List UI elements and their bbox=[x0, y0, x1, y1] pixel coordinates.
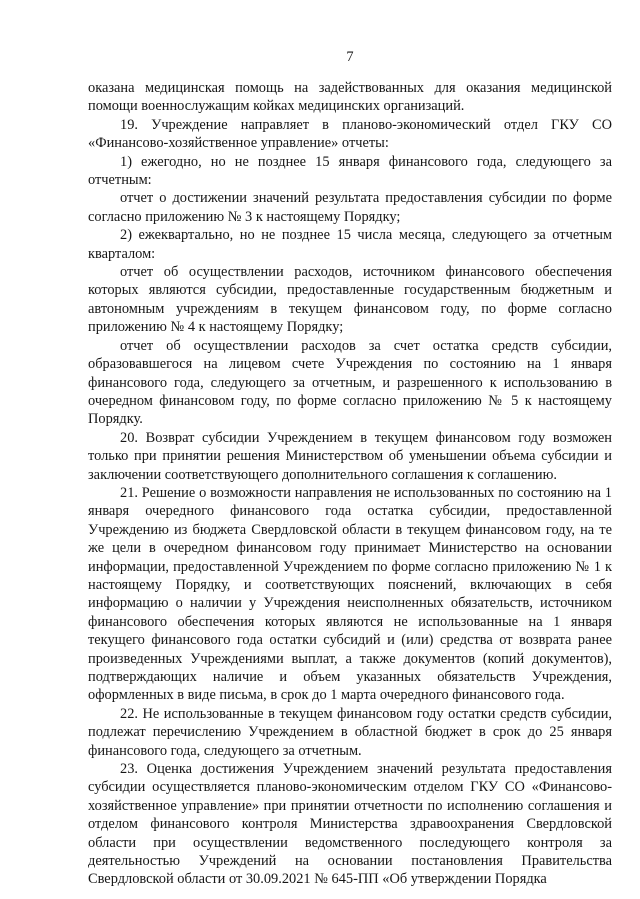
paragraph-item-19-2: 2) ежеквартально, но не позднее 15 числа месяца, следующего за отчетным кварталом: bbox=[88, 227, 612, 262]
paragraph-continuation: оказана медицинская помощь на задействованных для оказания медицинской помощи военнослужащим койках медицинских организаций. bbox=[88, 80, 612, 115]
page-number: 7 bbox=[346, 49, 354, 65]
document-page bbox=[88, 0, 612, 899]
paragraph-item-22: 22. Не использованные в текущем финансовом году остатки средств субсидии, подлежат перечислению Учреждением в областной бюджет в срок до 25 января финансового года, следующего за отчетным. bbox=[88, 705, 612, 759]
paragraph-item-20: 20. Возврат субсидии Учреждением в текущем финансовом году возможен только при принятии решения Министерством об уменьшении объема субсидии и заключении соответствующего дополнительного соглашения к соглашению. bbox=[88, 429, 612, 483]
paragraph-report-3: отчет об осуществлении расходов за счет остатка средств субсидии, образовавшегося на лицевом счете Учреждения по состоянию на 1 января финансового года, следующего за отчетным, и разрешенного к использованию в очередном финансовом году, по форме согласно приложению № 5 к настоящему Порядку. bbox=[88, 337, 612, 428]
paragraph-item-21: 21. Решение о возможности направления не использованных по состоянию на 1 января очередного финансового года остатка субсидии, предоставленной Учреждению из бюджета Свердловской области в текущем финансовом году, на те же цели в очередном финансовом году принимает Министерство на основании информации, предоставленной Учреждением по форме согласно приложению № 1 к настоящему Порядку, и соответствующих пояснений, включающих в себя информацию о наличии у Учреждения неисполненных обязательств, источником финансового обеспечения которых являются не использованные на 1 января текущего финансового года остатки субсидий и (или) средства от возврата ранее произведенных Учреждениями выплат, а также документов (копий документов), подтверждающих наличие и объем указанных обязательств Учреждения, оформленных в виде письма, в срок до 1 марта очередного финансового года. bbox=[88, 484, 612, 704]
document-body bbox=[88, 79, 612, 889]
paragraph-item-19: 19. Учреждение направляет в планово-экономический отдел ГКУ СО «Финансово-хозяйственное управление» отчеты: bbox=[88, 116, 612, 152]
paragraph-report-1: отчет о достижении значений результата предоставления субсидии по форме согласно приложению № 3 к настоящему Порядку; bbox=[88, 190, 612, 225]
paragraph-item-19-1: 1) ежегодно, но не позднее 15 января финансового года, следующего за отчетным: bbox=[88, 153, 612, 189]
paragraph-report-2: отчет об осуществлении расходов, источником финансового обеспечения которых являются субсидии, предоставленные государственным бюджетным и автономным учреждениям в текущем финансовом году, по форме согласно приложению № 4 к настоящему Порядку; bbox=[88, 264, 612, 336]
paragraph-item-23: 23. Оценка достижения Учреждением значений результата предоставления субсидии осуществляется планово-экономическим отделом ГКУ СО «Финансово-хозяйственное управление» при принятии отчетности по исполнению соглашения и отделом финансового контроля Министерства здравоохранения Свердловской области при осуществлении ведомственного последующего контроля за деятельностью Учреждений на основании постановления Правительства Свердловской области от 30.09.2021 № 645-ПП «Об утверждении Порядка bbox=[88, 761, 612, 888]
